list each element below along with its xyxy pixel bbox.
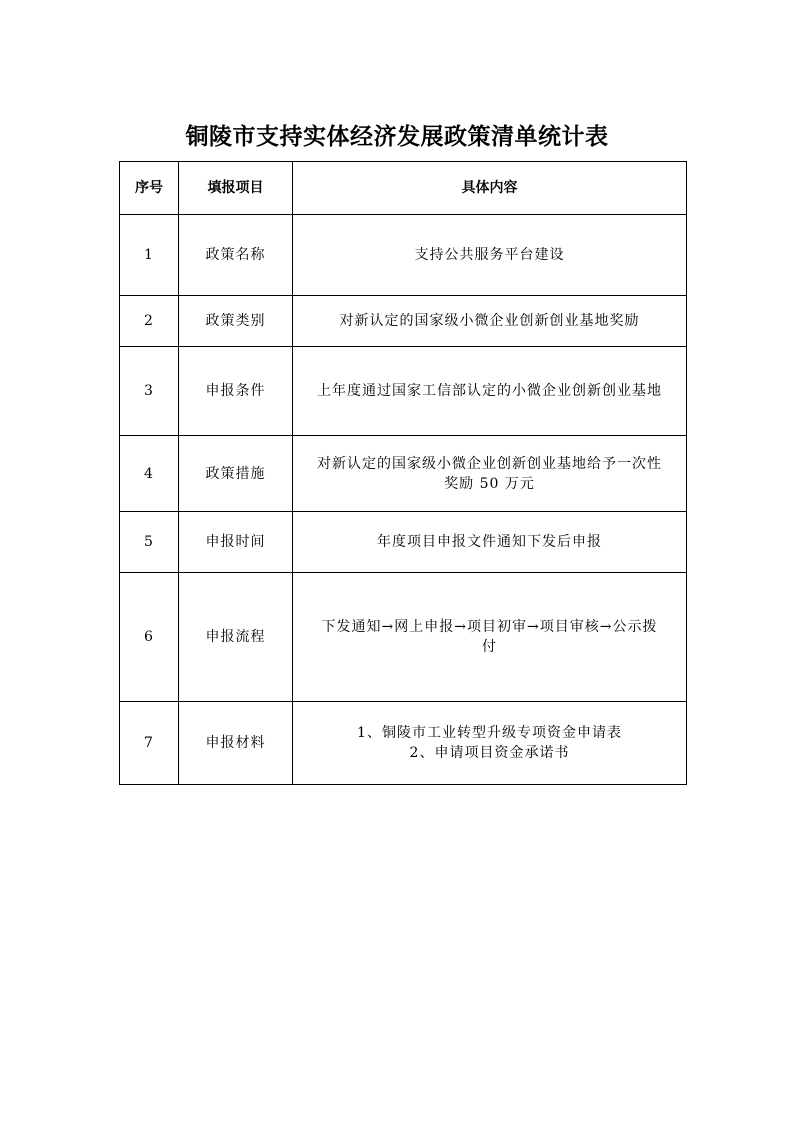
content-line: 1、铜陵市工业转型升级专项资金申请表	[357, 725, 622, 741]
header-serial: 序号	[120, 162, 179, 215]
content-line: 下发通知→网上申报→项目初审→项目审核→公示拨	[321, 619, 658, 635]
row-item: 政策类别	[179, 296, 293, 347]
row-number: 1	[120, 215, 179, 296]
row-content	[293, 296, 687, 347]
content-line: 对新认定的国家级小微企业创新创业基地给予一次性	[317, 455, 662, 472]
content-line: 年度项目申报文件通知下发后申报	[377, 534, 602, 550]
content-line: 奖励 50 万元	[444, 475, 535, 492]
table-header-row	[120, 162, 687, 215]
row-number: 5	[120, 512, 179, 573]
content-line: 对新认定的国家级小微企业创新创业基地奖励	[339, 313, 640, 329]
content-line: 付	[482, 639, 497, 655]
row-content	[293, 347, 687, 436]
table-row	[120, 215, 687, 296]
table-row	[120, 347, 687, 436]
table-row	[120, 512, 687, 573]
row-item: 政策措施	[179, 436, 293, 512]
row-content	[293, 215, 687, 296]
content-line: 2、申请项目资金承诺书	[409, 745, 570, 761]
content-line: 支持公共服务平台建设	[414, 247, 565, 263]
header-content: 具体内容	[293, 162, 687, 215]
row-number: 7	[120, 702, 179, 785]
row-content	[293, 702, 687, 785]
policy-table	[119, 161, 687, 785]
content-line: 上年度通过国家工信部认定的小微企业创新创业基地	[317, 383, 662, 399]
row-number: 6	[120, 573, 179, 702]
row-content	[293, 573, 687, 702]
header-item: 填报项目	[179, 162, 293, 215]
row-number: 3	[120, 347, 179, 436]
row-item: 申报时间	[179, 512, 293, 573]
row-item: 申报材料	[179, 702, 293, 785]
row-content	[293, 512, 687, 573]
row-item: 申报流程	[179, 573, 293, 702]
table-row	[120, 702, 687, 785]
table-row	[120, 573, 687, 702]
row-item: 申报条件	[179, 347, 293, 436]
table-row	[120, 436, 687, 512]
table-row	[120, 296, 687, 347]
row-number: 4	[120, 436, 179, 512]
row-item: 政策名称	[179, 215, 293, 296]
page-title: 铜陵市支持实体经济发展政策清单统计表	[185, 123, 609, 150]
row-content	[293, 436, 687, 512]
row-number: 2	[120, 296, 179, 347]
